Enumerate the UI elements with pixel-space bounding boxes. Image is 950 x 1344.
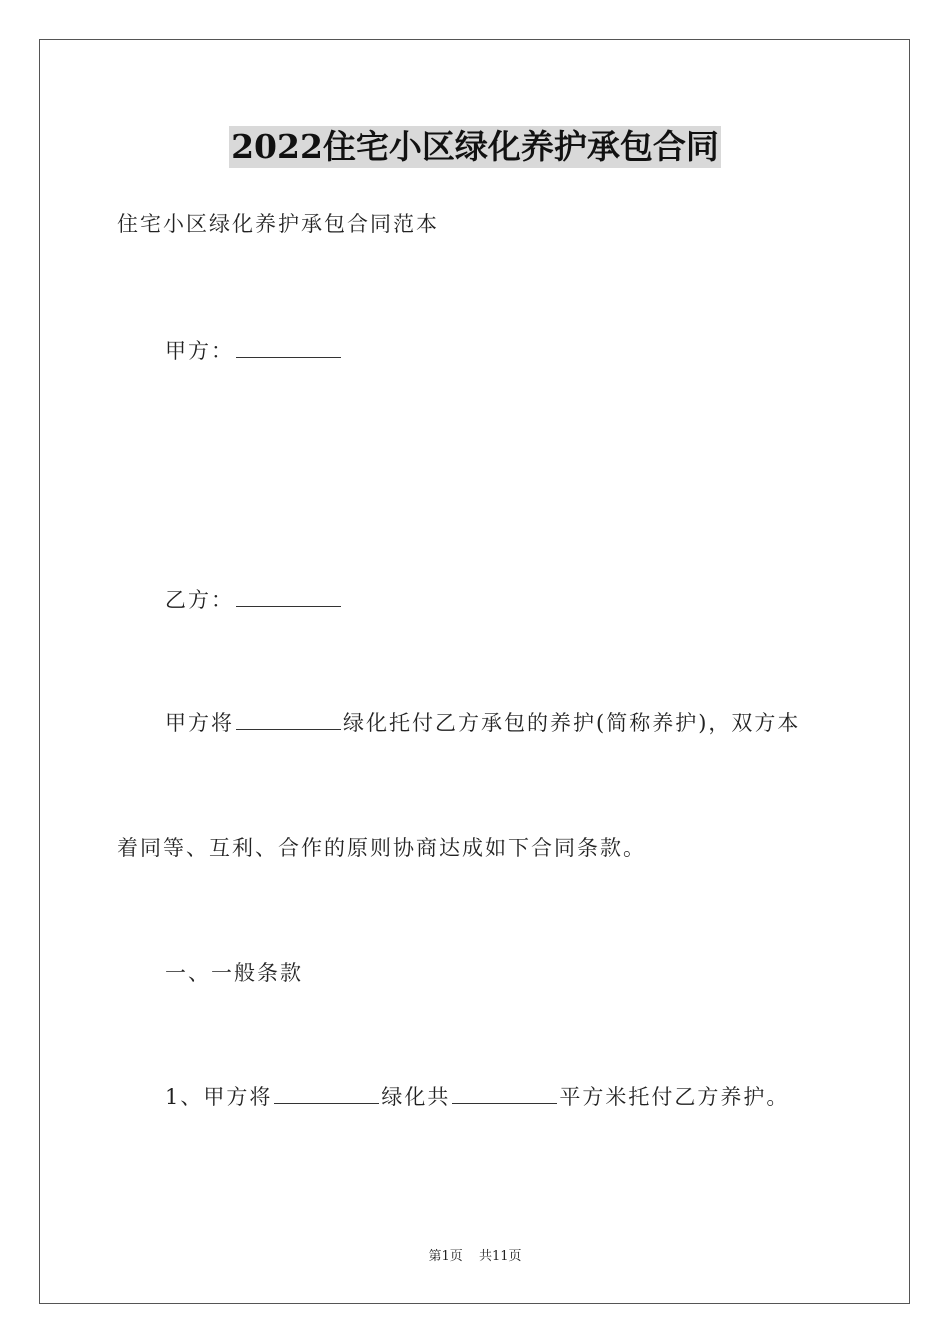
party-a-blank bbox=[236, 337, 341, 358]
page-footer bbox=[0, 1245, 950, 1264]
item-1 bbox=[165, 1082, 789, 1112]
party-a-line bbox=[165, 336, 343, 366]
paragraph-1-continued: 着同等、互利、合作的原则协商达成如下合同条款。 bbox=[117, 836, 646, 860]
item1-blank-2 bbox=[452, 1083, 557, 1104]
section-1-heading: 一、一般条款 bbox=[165, 961, 303, 985]
item1-blank-1 bbox=[274, 1083, 379, 1104]
item1-part3: 平方米托付乙方养护。 bbox=[559, 1085, 790, 1109]
party-b-line bbox=[165, 585, 343, 615]
footer-total-pages: 共11页 bbox=[478, 1249, 522, 1264]
item1-part2: 绿化共 bbox=[381, 1085, 451, 1109]
title-container bbox=[0, 126, 950, 168]
para1-part2: 绿化托付乙方承包的养护(简称养护)，双方本 bbox=[343, 711, 801, 735]
party-a-label: 甲方： bbox=[165, 339, 234, 363]
para1-blank bbox=[236, 709, 341, 730]
paragraph-1 bbox=[165, 708, 800, 738]
footer-page-number: 第1页 bbox=[428, 1249, 463, 1264]
party-b-blank bbox=[236, 586, 341, 607]
party-b-label: 乙方： bbox=[165, 588, 234, 612]
item1-part1: 1、甲方将 bbox=[165, 1085, 273, 1109]
para1-part1: 甲方将 bbox=[165, 711, 234, 735]
document-subtitle: 住宅小区绿化养护承包合同范本 bbox=[117, 212, 439, 236]
document-title: 2022住宅小区绿化养护承包合同 bbox=[231, 127, 719, 166]
